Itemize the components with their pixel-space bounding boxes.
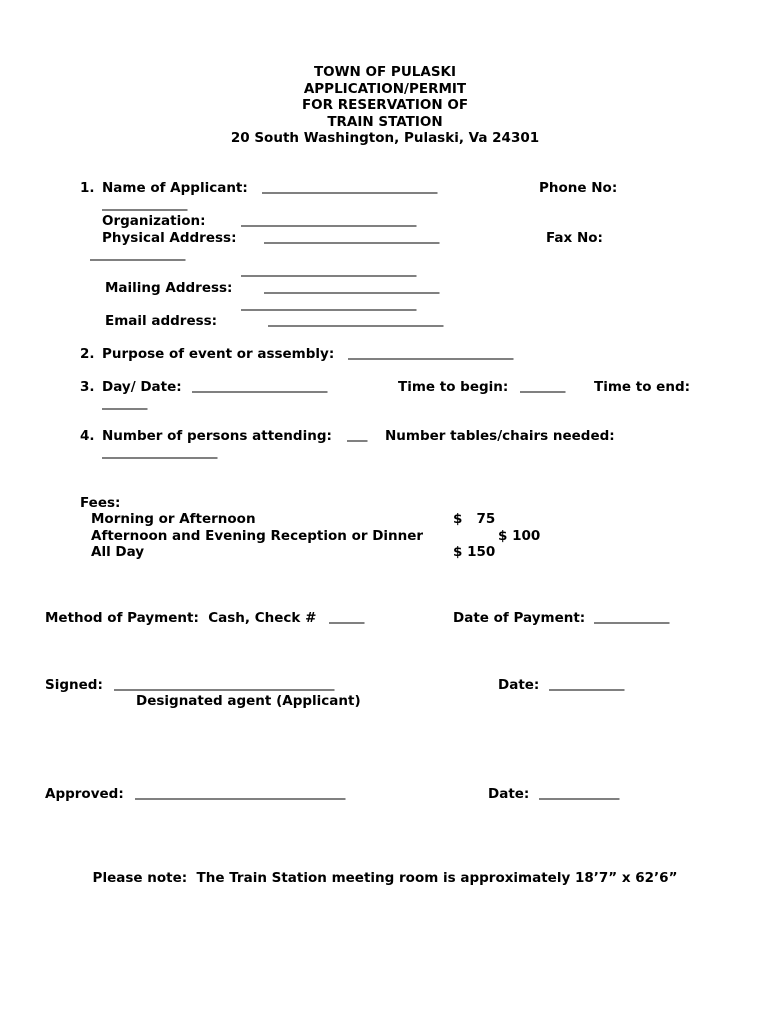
- physical-address-label: Physical Address:: [102, 230, 237, 246]
- mailing-address-label: Mailing Address:: [105, 280, 233, 296]
- approval-field[interactable]: __________________________________________: [135, 787, 345, 800]
- time-begin-field[interactable]: _________: [520, 380, 565, 393]
- item2-number: 2.: [80, 346, 95, 362]
- applicant-name-label: Name of Applicant:: [102, 180, 248, 196]
- fee-evening-label: Afternoon and Evening Reception or Dinner: [91, 528, 424, 544]
- fee-morning-label: Morning or Afternoon: [91, 511, 256, 527]
- check-number-field[interactable]: _______: [329, 611, 364, 624]
- payment-method-label: Method of Payment: Cash, Check #: [45, 610, 317, 626]
- designated-agent-caption: Designated agent (Applicant): [136, 693, 361, 709]
- fee-evening-amount: $ 100: [498, 528, 541, 544]
- organization-label: Organization:: [102, 213, 206, 229]
- fax-field[interactable]: ___________________: [90, 248, 185, 261]
- tables-label: Number tables/chairs needed:: [385, 428, 615, 444]
- physical-address-field[interactable]: ___________________________________: [264, 231, 439, 244]
- signed-date-label: Date:: [498, 677, 540, 693]
- date-label: Day/ Date:: [102, 379, 182, 395]
- time-end-label: Time to end:: [594, 379, 691, 395]
- phone-label: Phone No:: [539, 180, 618, 196]
- organization-field[interactable]: ___________________________________: [241, 214, 416, 227]
- fee-allday-label: All Day: [91, 544, 145, 560]
- tables-field[interactable]: _______________________: [102, 446, 217, 459]
- fax-label: Fax No:: [546, 230, 603, 246]
- header-train-station: TRAIN STATION: [327, 114, 443, 130]
- payment-date-field[interactable]: _______________: [594, 611, 669, 624]
- signature-field[interactable]: ____________________________________________: [114, 678, 334, 691]
- persons-label: Number of persons attending:: [102, 428, 332, 444]
- approved-label: Approved:: [45, 786, 124, 802]
- purpose-field[interactable]: _________________________________: [348, 347, 513, 360]
- payment-date-label: Date of Payment:: [453, 610, 586, 626]
- mailing-address-field-2[interactable]: ___________________________________: [241, 298, 416, 311]
- header-town: TOWN OF PULASKI: [313, 64, 457, 80]
- mailing-address-field[interactable]: ___________________________________: [264, 281, 439, 294]
- header-for-reservation: FOR RESERVATION OF: [301, 97, 469, 113]
- header-application-permit: APPLICATION/PERMIT: [303, 81, 467, 97]
- approved-date-field[interactable]: ________________: [539, 787, 619, 800]
- signed-date-field[interactable]: _______________: [549, 678, 624, 691]
- approved-date-label: Date:: [488, 786, 530, 802]
- email-label: Email address:: [105, 313, 218, 329]
- applicant-name-field[interactable]: ___________________________________: [262, 181, 437, 194]
- time-begin-label: Time to begin:: [398, 379, 509, 395]
- item3-number: 3.: [80, 379, 95, 395]
- email-field[interactable]: ___________________________________: [268, 314, 443, 327]
- signed-label: Signed:: [45, 677, 103, 693]
- time-end-field[interactable]: _________: [102, 397, 147, 410]
- physical-address-field-2[interactable]: ___________________________________: [241, 264, 416, 277]
- item4-number: 4.: [80, 428, 95, 444]
- room-size-note: Please note: The Train Station meeting room is approximately 18’7” x 62’6”: [92, 870, 678, 886]
- persons-field[interactable]: ____: [347, 429, 367, 442]
- purpose-label: Purpose of event or assembly:: [102, 346, 335, 362]
- item1-number: 1.: [80, 180, 95, 196]
- fee-allday-amount: $ 150: [453, 544, 496, 560]
- fees-title: Fees:: [80, 495, 121, 511]
- fee-morning-amount: $ 75: [453, 511, 496, 527]
- header-address: 20 South Washington, Pulaski, Va 24301: [230, 130, 540, 146]
- phone-field[interactable]: _________________: [102, 198, 187, 211]
- date-field[interactable]: ___________________________: [192, 380, 327, 393]
